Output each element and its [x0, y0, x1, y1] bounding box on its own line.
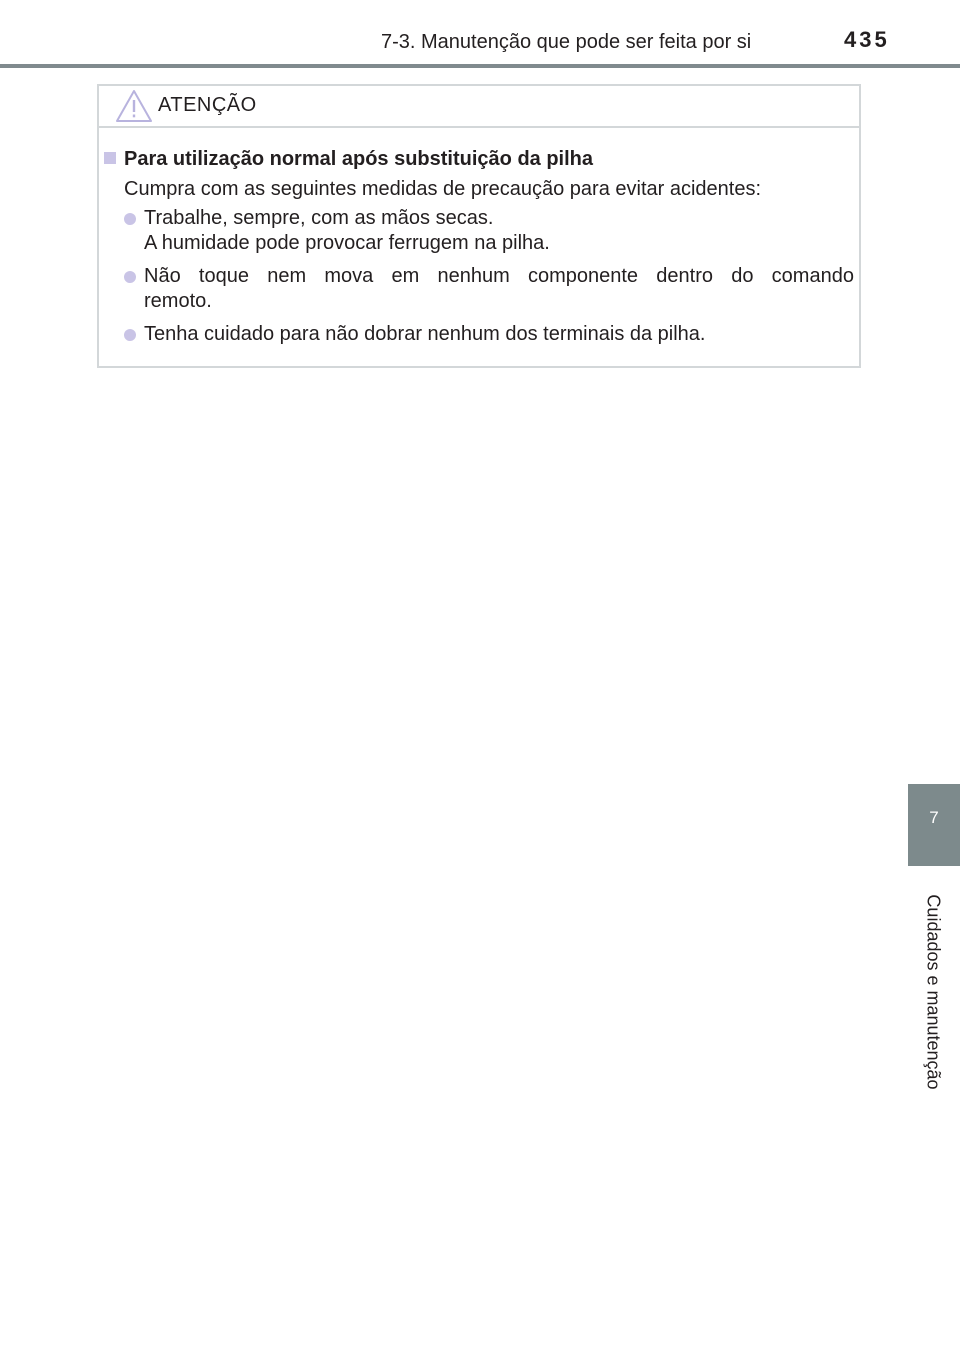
list-item-line: Trabalhe, sempre, com as mãos secas. — [144, 207, 494, 229]
word: do — [731, 265, 754, 287]
warning-header — [99, 86, 859, 128]
section-title: 7-3. Manutenção que pode ser feita por si — [381, 31, 752, 53]
chapter-title: Cuidados e manutenção — [923, 894, 944, 1090]
warning-box — [97, 84, 861, 368]
word: toque — [198, 265, 249, 287]
warning-triangle-icon — [115, 89, 153, 123]
list-item-line: Tenha cuidado para não dobrar nenhum dos terminais da pilha. — [144, 323, 706, 345]
list-item-line — [144, 264, 854, 289]
word: nem — [267, 265, 307, 287]
bullet-dot-icon — [124, 271, 136, 283]
page-header — [0, 0, 960, 64]
page-number: 435 — [844, 27, 890, 52]
word: componente — [527, 265, 639, 287]
word: dentro — [656, 265, 713, 287]
word: nenhum — [437, 265, 510, 287]
bullet-dot-icon — [124, 329, 136, 341]
header-divider — [0, 64, 960, 68]
square-bullet-icon — [104, 152, 116, 164]
list-item — [124, 264, 854, 314]
list-item — [124, 206, 854, 256]
chapter-number: 7 — [929, 808, 939, 827]
list-item-line: A humidade pode provocar ferrugem na pilha. — [144, 232, 550, 254]
word: Não — [144, 265, 181, 287]
warning-intro: Cumpra com as seguintes medidas de precaução para evitar acidentes: — [124, 178, 762, 200]
list-item — [124, 322, 854, 347]
word: em — [391, 265, 420, 287]
bullet-dot-icon — [124, 213, 136, 225]
word: mova — [324, 265, 374, 287]
warning-title: ATENÇÃO — [158, 94, 257, 116]
warning-heading — [104, 148, 844, 171]
warning-heading-text: Para utilização normal após substituição da pilha — [124, 148, 594, 170]
word: comando — [771, 265, 854, 287]
list-item-line: remoto. — [144, 290, 212, 312]
chapter-tab — [908, 784, 960, 866]
